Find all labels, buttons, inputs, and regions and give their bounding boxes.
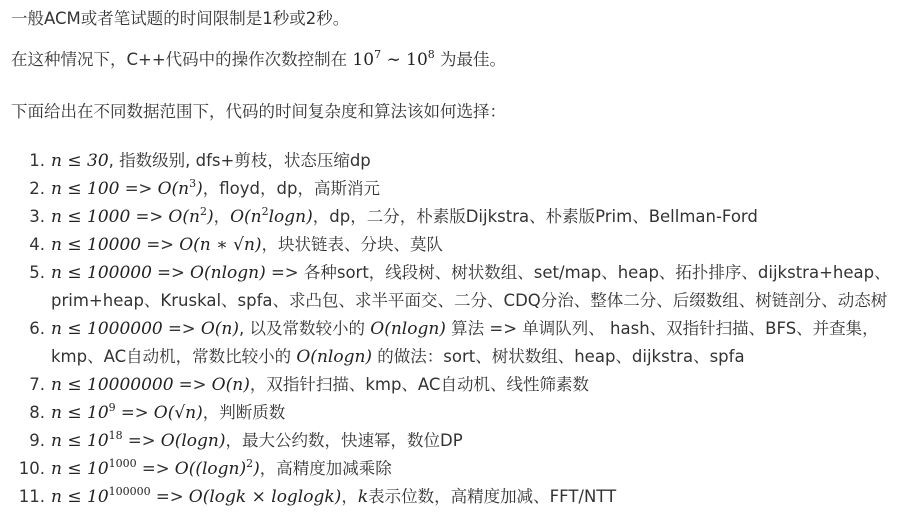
intro-line-2-pre: 在这种情况下，C++代码中的操作次数控制在 [11,50,353,69]
item-number: 9. [29,431,45,450]
item-line [51,315,916,343]
item-text: ，双指针扫描、kmp、AC自动机、线性筛素数 [249,375,589,394]
item-formula: n ≤ 30 [51,151,109,171]
complexity-close: ) [196,179,203,199]
formula-exp: 18 [108,429,123,442]
item-formula: n ≤ 10000 [51,235,142,255]
intro-line-3-text: 下面给出在不同数据范围下，代码的时间复杂度和算法该如何选择： [11,102,506,121]
item-number: 3. [29,207,45,226]
list-item [0,315,916,371]
list-item [0,175,916,203]
list-item [0,427,916,455]
list-item [0,455,916,483]
item-complexity: O(logk × loglogk) [188,487,342,507]
formula-main: n ≤ 10 [51,459,109,479]
item-text: => [150,487,189,506]
item-text: 算法 => 单调队列、 hash、双指针扫描、BFS、并查集， [445,319,879,338]
item-text: => [130,207,169,226]
item-number: 2. [29,179,45,198]
formula-base-b: 10 [406,50,428,70]
list-item [0,203,916,231]
item-number: 4. [29,235,45,254]
item-formula: n ≤ 10000000 [51,375,174,395]
item-text: ， [213,207,231,226]
item-text: => [151,263,191,282]
item-text: => 各种sort，线段树、树状数组、set/map、heap、拓扑排序、dijkstra+heap、 [265,263,891,282]
list-item [0,399,916,427]
item-text: => [122,431,161,450]
complexity-exp: 2 [261,205,269,218]
complexity-main: O(n [168,207,200,227]
complexity-list [0,147,916,511]
complexity-exp: 2 [199,205,207,218]
item-complexity-3: O(nlogn) [296,347,373,367]
list-item [0,483,916,511]
item-formula: n ≤ 100000 [51,263,152,283]
item-complexity: O(n ∗ √n) [179,235,262,255]
item-formula [51,459,137,479]
item-text: ，最大公约数，快速幂，数位DP [225,431,463,450]
list-item [0,259,916,315]
intro-line-1 [11,7,349,31]
formula-base-a: 10 [352,50,375,70]
formula-tilde: ∼ [381,50,407,70]
item-text: => [136,459,175,478]
formula-exp: 100000 [108,485,151,498]
complexity-exp: 2 [246,457,254,470]
item-text: ，高精度加减乘除 [259,459,392,478]
intro-line-2-post: 为最佳。 [434,50,507,69]
item-text: => [119,179,158,198]
item-number: 8. [29,403,45,422]
complexity-main: O(n [157,179,190,199]
item-text: , 指数级别, dfs+剪枝，状态压缩dp [108,151,371,170]
formula-exp-a: 7 [374,48,382,61]
intro-formula [352,50,434,70]
item-formula [51,403,116,423]
item-text: => [141,235,180,254]
item-formula: n ≤ 1000000 [51,319,163,339]
formula-main: n ≤ 10 [51,431,109,451]
item-line-2 [51,287,916,315]
item-complexity [158,179,203,199]
intro-line-1-text: 一般ACM或者笔试题的时间限制是1秒或2秒。 [11,9,350,28]
item-text: => [162,319,201,338]
complexity-main: O(n [230,207,262,227]
complexity-close: ) [206,207,214,227]
item-variable: k [357,487,369,507]
item-number: 7. [29,375,45,394]
item-text: 表示位数，高精度加减、FFT/NTT [368,487,617,506]
item-line [51,259,916,287]
item-complexity-2 [230,207,313,227]
item-complexity [168,207,213,227]
item-complexity-2: O(nlogn) [370,319,446,339]
item-number: 5. [29,263,45,282]
item-text: ，判断质数 [202,403,286,422]
formula-main: n ≤ 10 [51,487,109,507]
item-complexity [175,459,260,479]
item-formula: n ≤ 1000 [51,207,131,227]
item-text: ，dp，二分，朴素版Dijkstra、朴素版Prim、Bellman-Ford [312,207,758,226]
item-complexity: O(n) [211,375,250,395]
item-text: => [173,375,212,394]
list-item [0,147,916,175]
intro-line-2 [11,48,506,72]
item-number: 11. [18,487,45,506]
formula-exp-b: 8 [427,48,435,61]
item-number: 1. [29,151,45,170]
item-complexity: O(√n) [153,403,203,423]
complexity-close: ) [253,459,260,479]
item-text: prim+heap、Kruskal、spfa、求凸包、求半平面交、二分、CDQ分治、整体二分、后缀数组、树链剖分、动态树 [51,291,888,310]
item-number: 6. [29,319,45,338]
complexity-exp: 3 [189,177,197,190]
item-formula: n ≤ 100 [51,179,120,199]
item-line-2 [51,343,916,371]
intro-line-3 [11,100,506,124]
item-text: ，块状链表、分块、莫队 [261,235,444,254]
item-text: kmp、AC自动机，常数比较小的 [51,347,297,366]
item-text: ，floyd，dp，高斯消元 [202,179,380,198]
list-item [0,371,916,399]
list-item [0,231,916,259]
item-formula [51,431,123,451]
item-text: 的做法：sort、树状数组、heap、dijkstra、spfa [372,347,745,366]
item-complexity: O(logn) [160,431,226,451]
formula-exp: 1000 [108,457,137,470]
item-complexity: O(nlogn) [190,263,266,283]
item-text: => [115,403,154,422]
complexity-close: logn) [268,207,313,227]
item-text: ， [341,487,358,506]
item-formula [51,487,151,507]
complexity-main: O((logn) [174,459,247,479]
formula-main: n ≤ 10 [51,403,109,423]
item-complexity: O(n) [200,319,240,339]
item-text: , 以及常数较小的 [239,319,371,338]
formula-exp: 9 [108,401,116,414]
item-number: 10. [18,459,45,478]
